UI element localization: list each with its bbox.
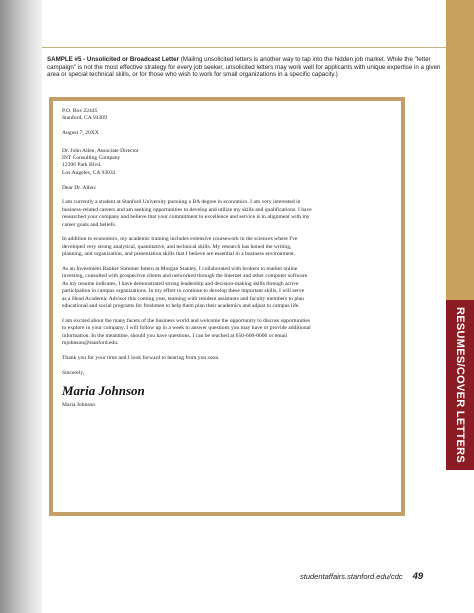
paragraph: Thank you for your time and I look forward to hearing from you soon. bbox=[62, 354, 220, 361]
intro-line: capacity.) bbox=[311, 71, 338, 79]
paragraph: As an Investment Banker Summer Intern at Morgan Stanley, I collaborated with brokers to market online investing, consulted with prospective clients and networked through the Internet and other computer software. As my resume indicates, I have demonstrated strong leadership and decision-making skills through active participation in campus organizations. In my effort to continue to develop these important skills, I will serve as a Head Academic Advisor this coming year, teaming with resident assistants and faculty members to plan educational and social programs for freshmen to help them plan their academics and adjust to campus life. bbox=[62, 266, 309, 310]
salutation: Dear Dr. Allen: bbox=[62, 184, 97, 191]
recipient-address bbox=[62, 148, 387, 178]
footer-url: studentaffairs.stanford.edu/cdc bbox=[300, 572, 403, 581]
intro-line: (Mailing unsolicited letters is another way to tap into the hidden job market. While bbox=[179, 56, 403, 63]
page-footer bbox=[300, 571, 470, 582]
address-line: Stanford, CA 94309 bbox=[62, 115, 107, 122]
page-number: 49 bbox=[412, 571, 424, 582]
closing: Sincerely, bbox=[62, 369, 85, 376]
sender-address bbox=[62, 108, 387, 123]
printed-name: Maria Johnson bbox=[62, 402, 96, 409]
intro-line: the "letter campaign" is not the most effective strategy for every job seeker, unsolicited letters may work well for applicants with bbox=[47, 56, 431, 71]
paragraph: In addition to economics, my academic training includes extensive coursework in the sciences where I've developed very strong analytical, quantitative, and technical skills. My research has honed the writing, planning, and organization, and presentation skills that I believe are essential in a business environment. bbox=[62, 236, 298, 258]
cover-letter bbox=[62, 108, 387, 410]
left-gray-band bbox=[0, 0, 42, 613]
section-tab bbox=[446, 300, 474, 470]
letter-date: August 7, 20XX bbox=[62, 130, 99, 137]
address-line: INT Consulting Company bbox=[62, 155, 121, 162]
address-line: 12396 Park Blvd. bbox=[62, 162, 102, 169]
address-line: P.O. Box 22445 bbox=[62, 108, 98, 114]
signature: Maria Johnson bbox=[62, 383, 145, 399]
intro-line: unique expertise in a given area or special technical skills, or for those who wish to work for small organizations in a specific bbox=[47, 63, 441, 79]
address-line: Los Angeles, CA 93032 bbox=[62, 169, 116, 176]
paragraph: I am excited about the many facets of the business world and welcome the opportunity to discuss opportunities to explore in your company. I will follow up in a week to answer questions you may have or provide additional information. In the meantime, should you have questions, I can be reached at 650-600-0000 or email mjohnson@stanford.edu. bbox=[62, 317, 311, 347]
top-divider bbox=[42, 47, 446, 48]
section-tab-label: RESUMES/COVER LETTERS bbox=[454, 306, 467, 464]
address-line: Dr. John Allen, Associate Director bbox=[62, 147, 139, 154]
paragraph: I am currently a student at Stanford University pursuing a BA degree in economics. I am very interested in business-related careers and am seeking opportunities to develop and utilize my skills and qualifications. I have researched your company and believe that your commitment to excellence and service is in alignment with my career goals and beliefs. bbox=[62, 199, 312, 228]
sample-intro bbox=[47, 56, 443, 79]
sample-heading: SAMPLE #5 - Unsolicited or Broadcast Letter bbox=[47, 56, 180, 63]
right-gold-strip bbox=[446, 0, 474, 300]
